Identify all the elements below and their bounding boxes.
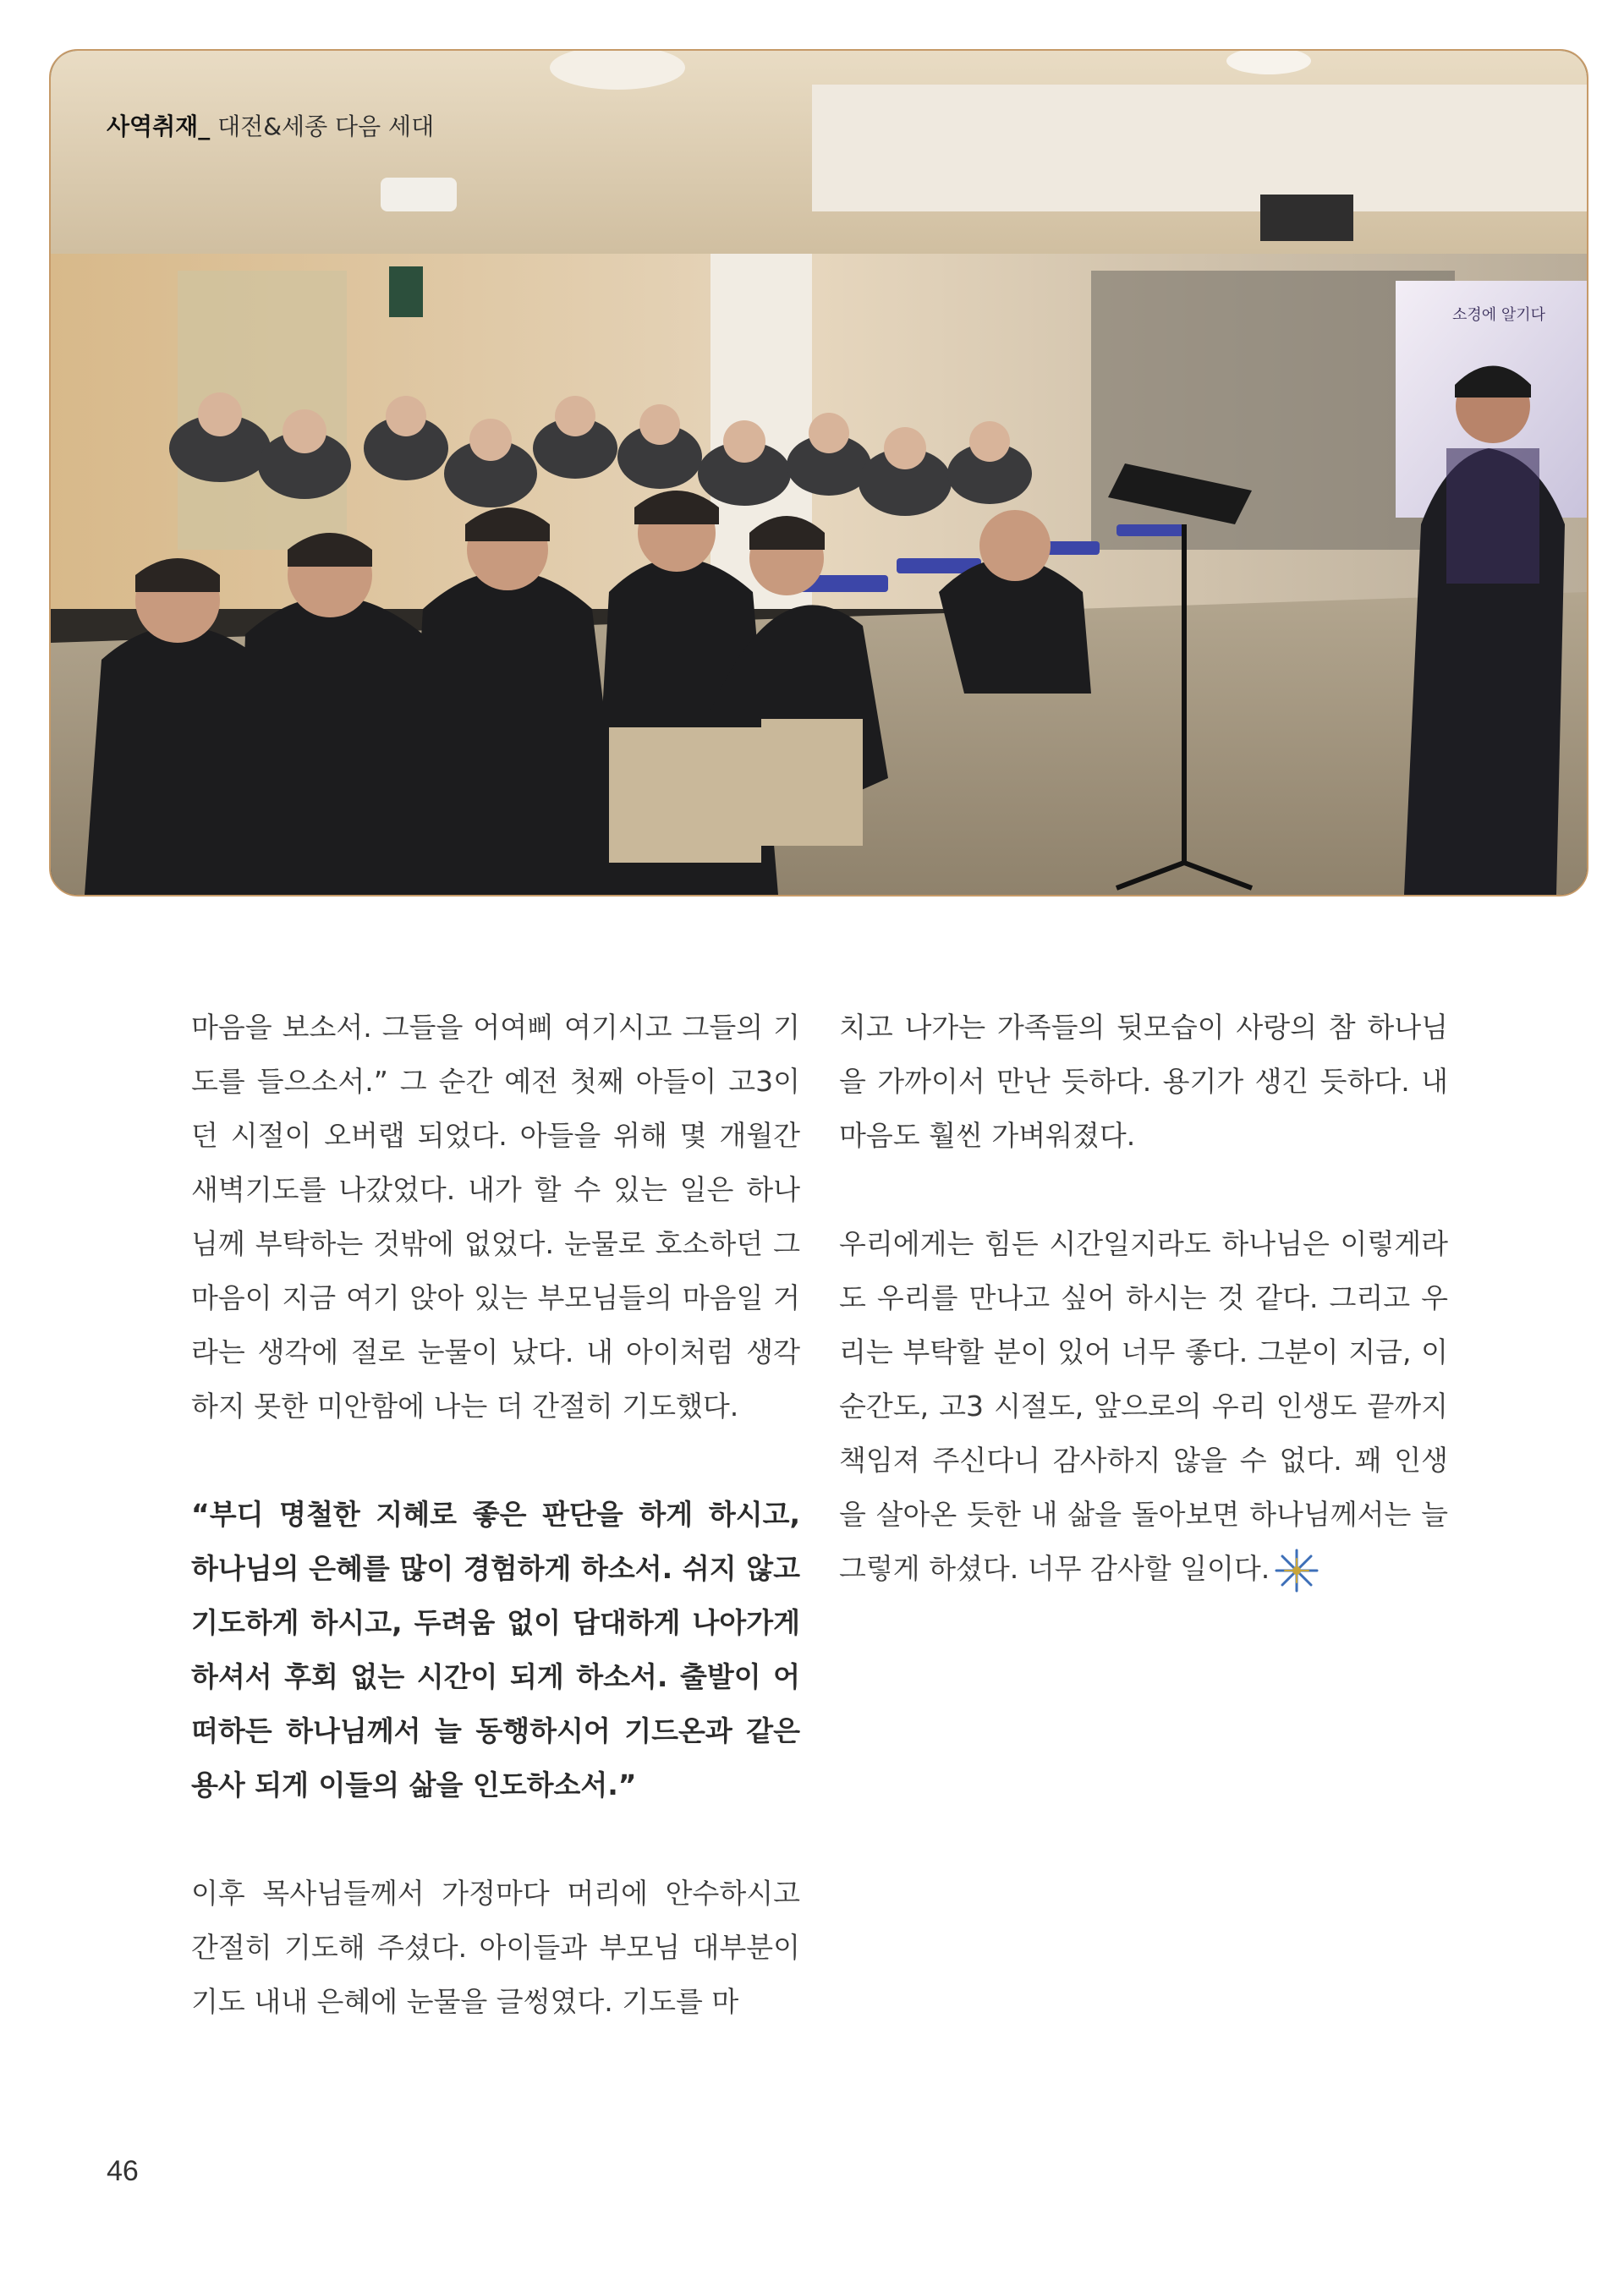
paragraph-right-2 — [839, 1217, 1448, 1596]
prayer-quote: “부디 명철한 지혜로 좋은 판단을 하게 하시고, 하나님의 은혜를 많이 경험하게 하소서. 쉬지 않고 기도하게 하시고, 두려움 없이 담대하게 나아가게 하셔서 후회 없는 시간이 되게 하소서. 출발이 어떠하든 하나님께서 늘 동행하시어 기드온과 같은 용사 되게 이들의 삶을 인도하소서.” — [191, 1498, 800, 1801]
paragraph-3: 이후 목사님들께서 가정마다 머리에 안수하시고 간절히 기도해 주셨다. 아이들과 부모님 대부분이 기도 내내 은혜에 눈물을 글썽였다. 기도를 마 — [191, 1877, 800, 2018]
left-column — [191, 1001, 800, 2029]
section-header — [107, 108, 434, 142]
right-column — [839, 1001, 1448, 1596]
screen-text: 소경에 알기다 — [1451, 306, 1546, 324]
page-number: 46 — [107, 2155, 139, 2187]
paragraph-right-1: 치고 나가는 가족들의 뒷모습이 사랑의 참 하나님을 가까이서 만난 듯하다. 용기가 생긴 듯하다. 내 마음도 훨씬 가벼워졌다. — [839, 1011, 1448, 1152]
worship-photo-illustration — [51, 51, 1587, 895]
paragraph-1: 마음을 보소서. 그들을 어여삐 여기시고 그들의 기도를 들으소서.” 그 순간 예전 첫째 아들이 고3이던 시절이 오버랩 되었다. 아들을 위해 몇 개월간 새벽기도를 나갔었다. 내가 할 수 있는 일은 하나님께 부탁하는 것밖에 없었다. 눈물로 호소하던 그 마음이 지금 여기 앉아 있는 부모님들의 마음일 거라는 생각에 절로 눈물이 났다. 내 아이처럼 생각하지 못한 미안함에 나는 더 간절히 기도했다. — [191, 1011, 800, 1423]
section-subtitle: 대전&세종 다음 세대 — [210, 112, 435, 140]
sparkle-end-mark-icon — [1273, 1547, 1320, 1594]
section-title: 사역취재_ — [107, 112, 211, 140]
paragraph-right-2-text: 우리에게는 힘든 시간일지라도 하나님은 이렇게라도 우리를 만나고 싶어 하시는 것 같다. 그리고 우리는 부탁할 분이 있어 너무 좋다. 그분이 지금, 이 순간도, 고3 시절도, 앞으로의 우리 인생도 끝까지 책임져 주신다니 감사하지 않을 수 없다. 꽤 인생을 살아온 듯한 내 삶을 돌아보면 하나님께서는 늘 그렇게 하셨다. 너무 감사할 일이다. — [839, 1227, 1448, 1585]
article-photo — [49, 49, 1588, 897]
